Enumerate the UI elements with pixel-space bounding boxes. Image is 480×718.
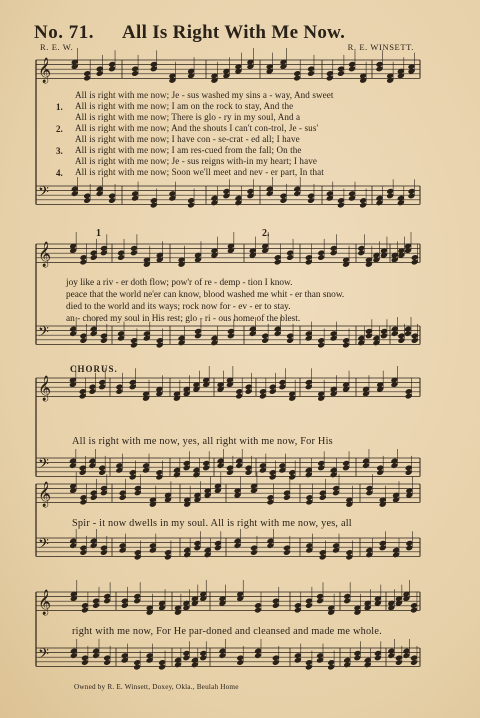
music-credit: R. E. WINSETT.	[347, 42, 414, 52]
chorus-lyric-line: All is right with me now, yes, all right with me now, For His	[72, 436, 333, 447]
treble-clef-icon: 𝄞	[38, 482, 52, 507]
verse-number: 1.	[56, 102, 63, 112]
bass-clef-icon: 𝄢	[38, 324, 49, 344]
volta-second: 2.	[262, 228, 270, 239]
treble-clef-icon: 𝄞	[38, 242, 52, 267]
hymn-header	[34, 22, 440, 44]
chorus-lyric-line: right with me now, For He par-doned and cleansed and made me whole.	[72, 626, 382, 637]
bass-clef-icon: 𝄢	[38, 536, 49, 556]
treble-clef-icon: 𝄞	[38, 58, 52, 83]
copyright-footer: Owned by R. E. Winsett, Doxey, Okla., Beulah Home	[74, 683, 239, 691]
credits	[40, 42, 414, 54]
lyric-line: joy like a riv - er doth flow; pow'r of re - demp - tion I know.	[66, 278, 293, 288]
lyric-line: an - chored my soul in His rest; glo - ri - ous home of the blest.	[66, 314, 301, 324]
lyric-line: All is right with me now; Soon we'll meet and nev - er part, In that	[75, 167, 324, 177]
hymn-title: All Is Right With Me Now.	[122, 22, 346, 43]
lyric-line: All is right with me now; I am res-cued from the fall; On the	[75, 145, 302, 155]
verse-number: 4.	[56, 168, 63, 178]
chorus-lyric-line: Spir - it now dwells in my soul. All is right with me now, yes, all	[72, 518, 352, 529]
bass-clef-icon: 𝄢	[38, 646, 49, 666]
verse-number: 2.	[56, 124, 63, 134]
hymn-number: No. 71.	[34, 22, 94, 43]
verse-number: 3.	[56, 146, 63, 156]
lyric-line: All is right with me now; There is glo - ry in my soul, And a	[75, 112, 301, 122]
volta-first: 1	[96, 228, 101, 239]
lyric-line: All is right with me now; Je - sus reigns with-in my heart; I have	[75, 156, 317, 166]
chorus-label: CHORUS.	[70, 364, 118, 374]
lyric-line: All is right with me now; I have con - se-crat - ed all; I have	[75, 134, 300, 144]
lyric-line: died to the world and its ways; rock now for - ev - er to stay.	[66, 302, 291, 312]
lyric-line: All is right with me now; Je - sus washed my sins a - way, And sweet	[75, 90, 334, 100]
lyric-line: peace that the world ne'er can know, blood washed me whit - er than snow.	[66, 290, 345, 300]
words-credit: R. E. W.	[40, 42, 74, 52]
bass-clef-icon: 𝄢	[38, 456, 49, 476]
bass-clef-icon: 𝄢	[38, 184, 49, 204]
treble-clef-icon: 𝄞	[38, 376, 52, 401]
lyric-line: All is right with me now; I am on the rock to stay, And the	[75, 101, 294, 111]
treble-clef-icon: 𝄞	[38, 590, 52, 615]
lyric-line: All is right with me now; And the shouts I can't con-trol, Je - sus'	[75, 123, 319, 133]
